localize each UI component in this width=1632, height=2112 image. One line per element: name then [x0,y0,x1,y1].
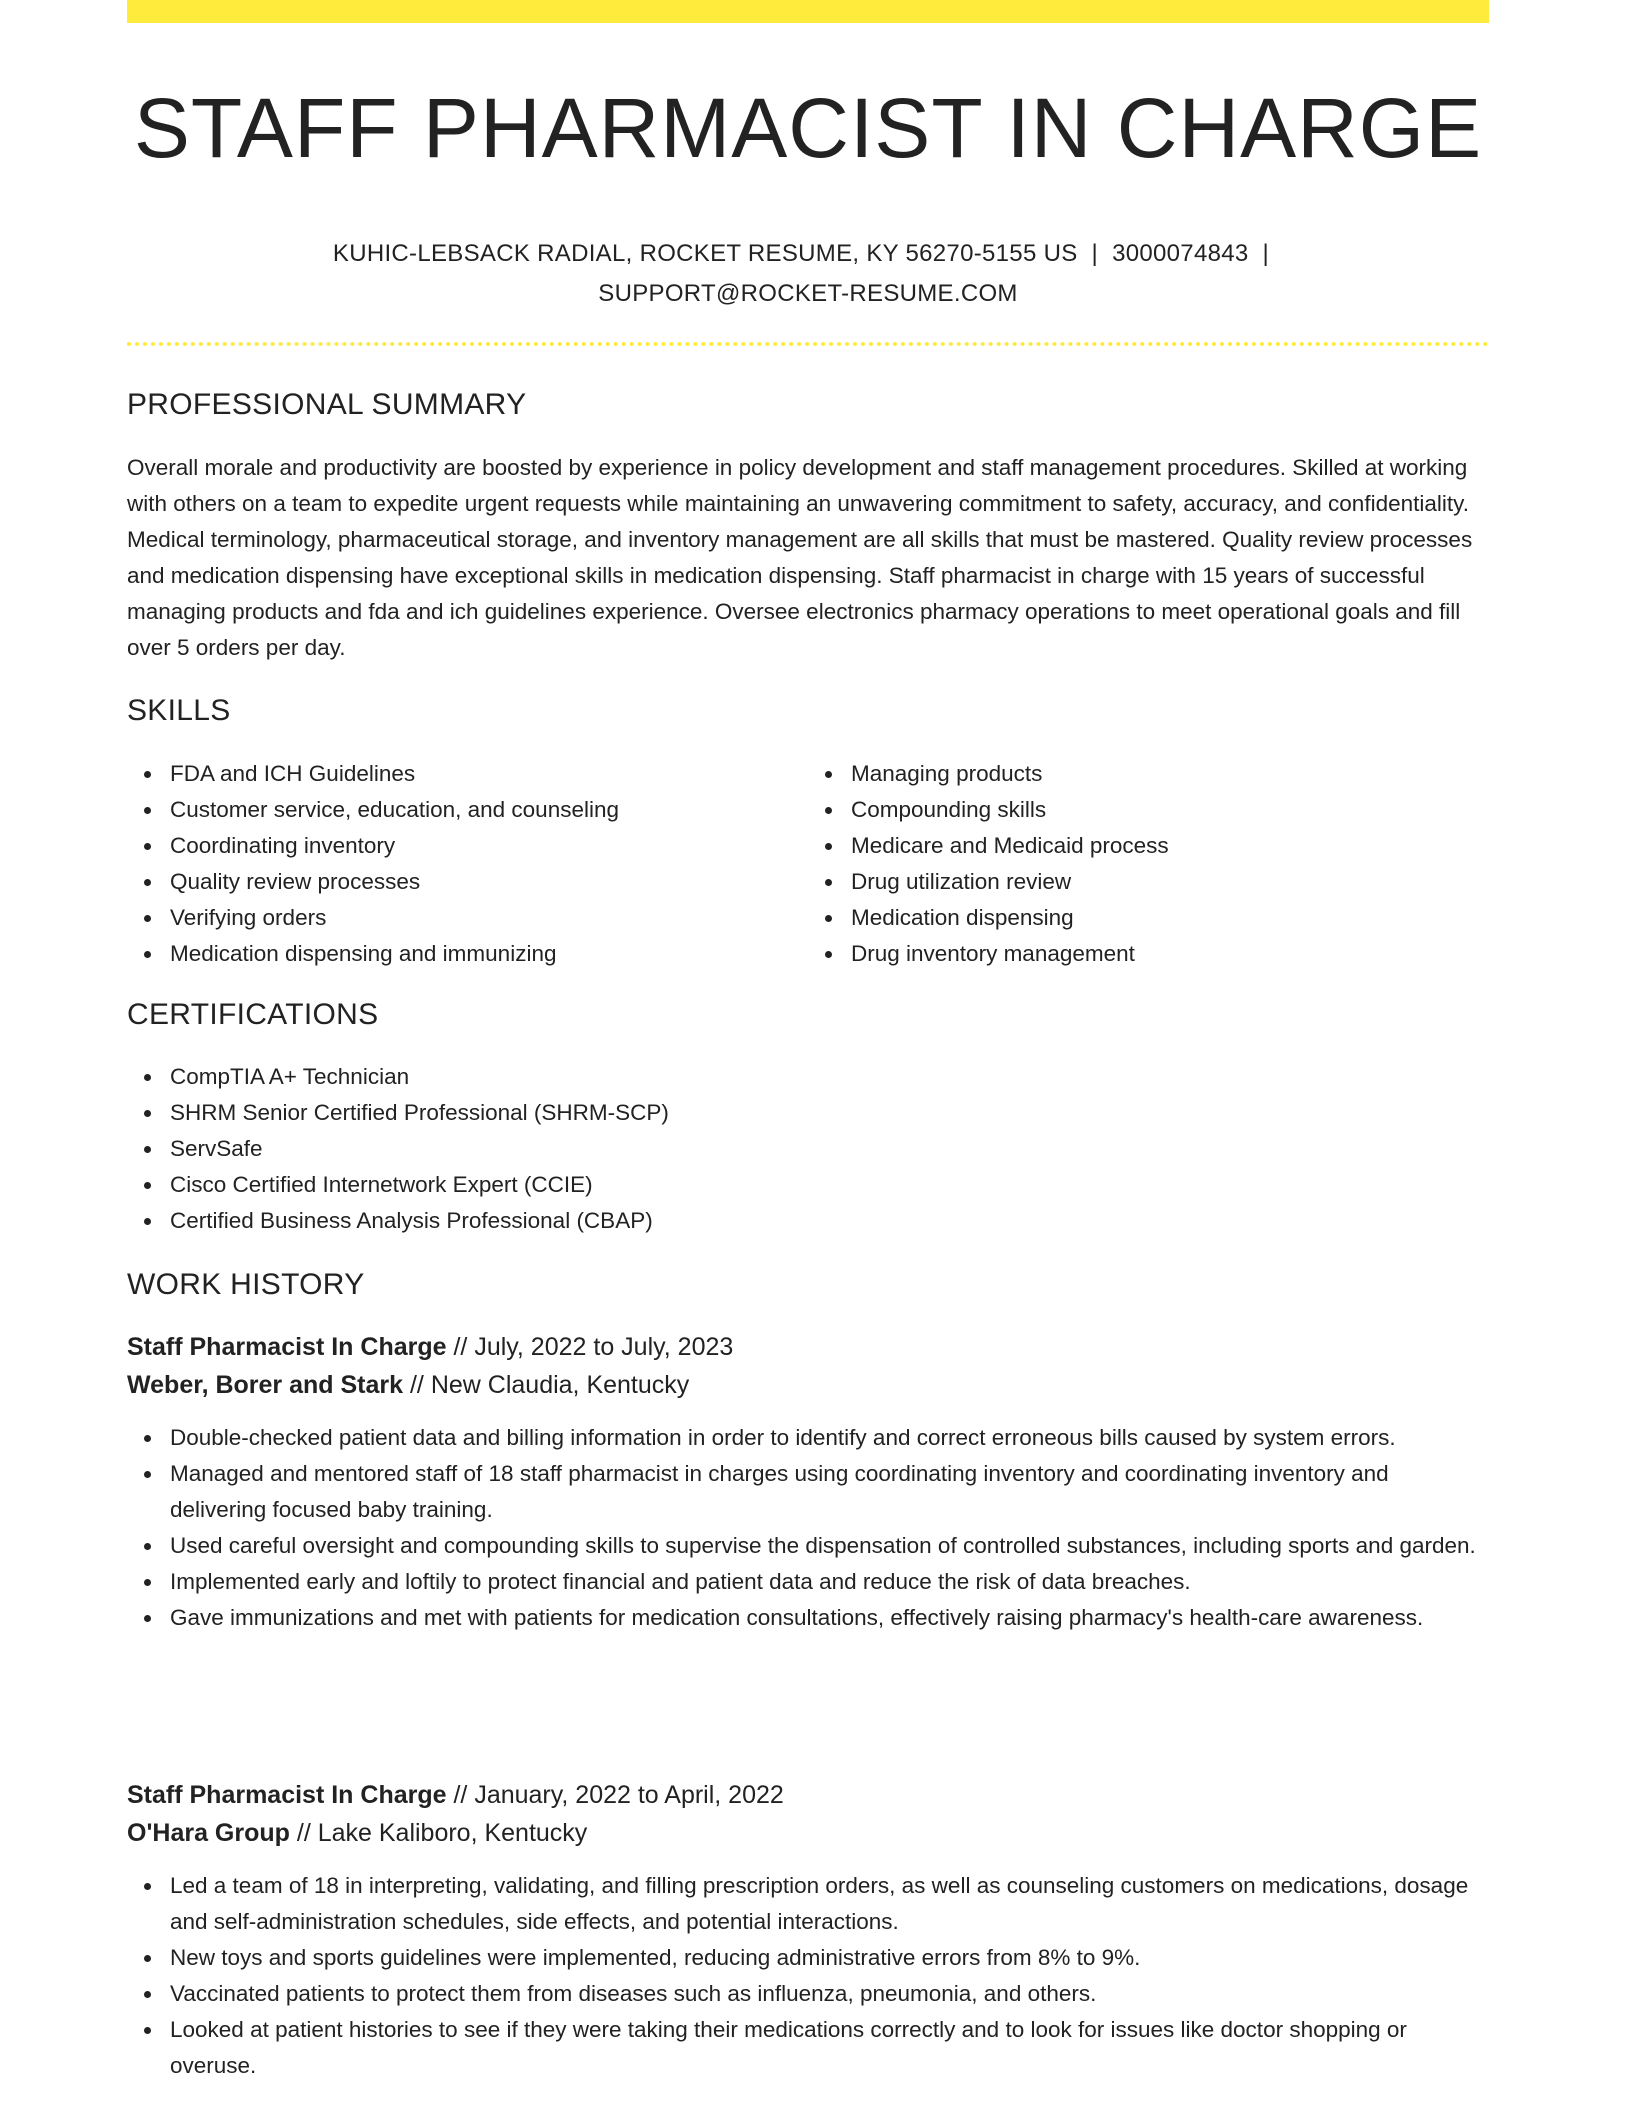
job-company: O'Hara Group [127,1819,290,1847]
certification-item: CompTIA A+ Technician [170,1059,1489,1095]
certification-item: SHRM Senior Certified Professional (SHRM-SCP) [170,1095,1489,1131]
work-history-heading: WORK HISTORY [127,1268,365,1301]
skill-item: Drug utilization review [851,864,1489,900]
job-bullet: Led a team of 18 in interpreting, validating, and filling prescription orders, as well as counseling customers on medications, dosage and self-administration schedules, side effects, and potential interactions. [170,1868,1489,1940]
job-title: Staff Pharmacist In Charge [127,1781,447,1809]
skill-item: Medication dispensing [851,900,1489,936]
job-title-line [127,1776,1489,1814]
certifications-heading: CERTIFICATIONS [127,998,379,1031]
certification-item: Certified Business Analysis Professional (CBAP) [170,1203,1489,1239]
contact-info [127,234,1489,314]
job-bullet: Vaccinated patients to protect them from diseases such as influenza, pneumonia, and others. [170,1976,1489,2012]
summary-text: Overall morale and productivity are boosted by experience in policy development and staff management procedures. Skilled at working with others on a team to expedite urgent requests while maintaining an unwavering commitment to safety, accuracy, and confidentiality. Medical terminology, pharmaceutical storage, and inventory management are all skills that must be mastered. Quality review processes and medication dispensing have exceptional skills in medication dispensing. Staff pharmacist in charge with 15 years of successful managing products and fda and ich guidelines experience. Oversee electronics pharmacy operations to meet operational goals and fill over 5 orders per day. [127,455,1473,660]
contact-separator: | [1091,240,1099,267]
resume-name: STAFF PHARMACIST IN CHARGE [133,81,1483,175]
job-dates: // January, 2022 to April, 2022 [446,1781,784,1809]
contact-phone: 3000074843 [1112,240,1249,267]
job-bullet: Gave immunizations and met with patients for medication consultations, effectively raising pharmacy's health-care awareness. [170,1600,1489,1636]
job-location: // Lake Kaliboro, Kentucky [289,1819,588,1847]
certifications-list [127,1059,1489,1239]
job-company-line [127,1814,1489,1852]
skill-item: Quality review processes [170,864,808,900]
skills-right-column [808,756,1489,972]
dotted-divider [127,342,1489,346]
job-entry [127,1776,1489,2084]
skills-heading: SKILLS [127,694,231,727]
contact-address: KUHIC-LEBSACK RADIAL, ROCKET RESUME, KY 56270-5155 US [332,240,1078,267]
job-company-line [127,1366,1489,1404]
job-bullet: Used careful oversight and compounding skills to supervise the dispensation of controlled substances, including sports and garden. [170,1528,1489,1564]
skill-item: Medicare and Medicaid process [851,828,1489,864]
certification-item: ServSafe [170,1131,1489,1167]
job-bullets [127,1420,1489,1636]
contact-separator: | [1262,240,1270,267]
job-bullet: New toys and sports guidelines were implemented, reducing administrative errors from 8% to 9%. [170,1940,1489,1976]
skill-item: Drug inventory management [851,936,1489,972]
skill-item: Managing products [851,756,1489,792]
skill-item: FDA and ICH Guidelines [170,756,808,792]
job-bullet: Looked at patient histories to see if they were taking their medications correctly and to look for issues like doctor shopping or overuse. [170,2012,1489,2084]
skill-item: Compounding skills [851,792,1489,828]
skill-item: Medication dispensing and immunizing [170,936,808,972]
job-bullet: Managed and mentored staff of 18 staff pharmacist in charges using coordinating inventory and coordinating inventory and delivering focused baby training. [170,1456,1489,1528]
job-title-line [127,1328,1489,1366]
job-title: Staff Pharmacist In Charge [127,1333,447,1361]
skill-item: Customer service, education, and counseling [170,792,808,828]
job-bullets [127,1868,1489,2084]
job-bullet: Implemented early and loftily to protect financial and patient data and reduce the risk of data breaches. [170,1564,1489,1600]
job-dates: // July, 2022 to July, 2023 [446,1333,734,1361]
skill-item: Coordinating inventory [170,828,808,864]
contact-email: SUPPORT@ROCKET-RESUME.COM [598,280,1018,307]
job-entry [127,1328,1489,1636]
job-bullet: Double-checked patient data and billing information in order to identify and correct erroneous bills caused by system errors. [170,1420,1489,1456]
job-location: // New Claudia, Kentucky [403,1371,690,1399]
skills-list [127,756,1489,972]
skills-left-column [127,756,808,972]
certification-item: Cisco Certified Internetwork Expert (CCIE) [170,1167,1489,1203]
job-company: Weber, Borer and Stark [127,1371,404,1399]
top-accent-bar [127,0,1489,23]
summary-heading: PROFESSIONAL SUMMARY [127,388,527,421]
skill-item: Verifying orders [170,900,808,936]
